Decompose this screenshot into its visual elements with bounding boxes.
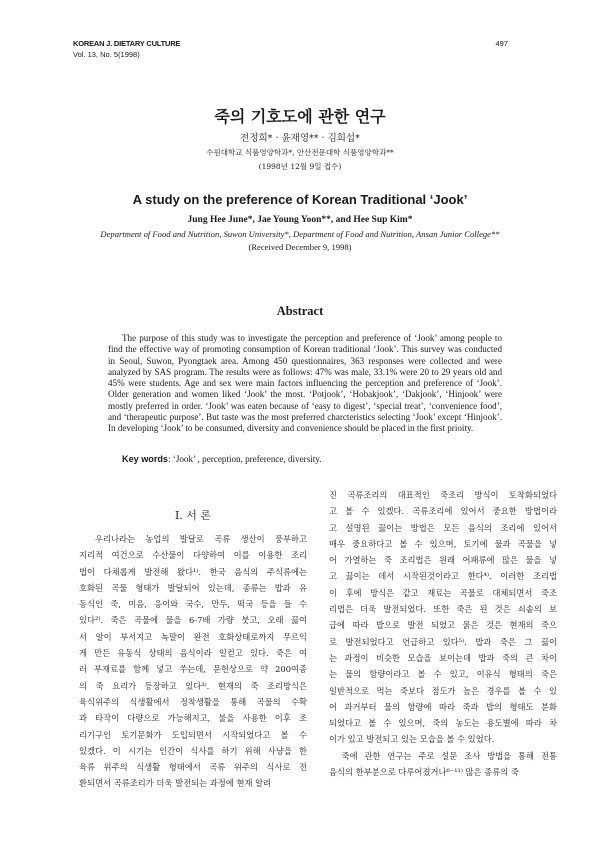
body-text-line: 로 발전되었다고 언급하고 있다⁵⁾. 밥과 죽은 그 끓이	[329, 636, 557, 647]
body-text-line: 육식위주의 식생활에서 정착생활을 통해 곡물의 수확	[79, 696, 307, 707]
body-text-line: 우리나라는 농업의 발달로 곡류 생산이 풍부하고	[79, 534, 307, 544]
journal-name: KOREAN J. DIETARY CULTURE	[73, 39, 181, 48]
body-text-line: 되었다고 볼 수 있으며, 죽의 농도는 용도별에 따라 차	[329, 718, 557, 729]
korean-affiliation: 수원대학교 식품영양학과*, 안산전문대학 식품영양학과**	[206, 148, 394, 157]
body-text-line: 이가 있고 발전되고 있는 모습을 볼 수 있었다.	[329, 734, 495, 745]
english-received-date: (Received December 9, 1998)	[248, 242, 352, 252]
body-text-line: 이 후에 방식은 같고 재료는 곡물로 대체되면서 죽조	[329, 587, 557, 598]
body-text-line: 는 물의 함량이라고 볼 수 있고, 이유식 형태의 죽은	[329, 669, 557, 680]
body-column-right	[329, 487, 557, 780]
korean-authors: 전정희* · 윤재영** · 김희섭*	[240, 133, 360, 144]
journal-header	[73, 38, 180, 60]
abstract-heading: Abstract	[276, 304, 324, 318]
body-text-line: 환되면서 곡류조리가 더욱 발전되는 과정에 현재 알려	[79, 778, 272, 789]
body-text-line: 어 가열하는 죽 조리법은 원래 어패류에 많은 물을 넣	[329, 555, 557, 566]
body-text-line: 고 볼 수 있겠다. 곡류조리에 있어서 중요한 방법이라	[329, 506, 557, 517]
body-text-line: 서 알이 부서지고 녹말이 완전 호화상태로까지 무르익	[79, 631, 307, 642]
body-text-line: 음식의 한부분으로 다루어졌거나⁶⁻¹¹⁾ 많은 종류의 죽	[329, 767, 519, 778]
english-title: A study on the preference of Korean Traditional ‘Jook’	[132, 192, 468, 207]
body-text-line: 죽에 관한 연구는 주로 설문 조사 방법을 통해 전통	[329, 750, 557, 761]
body-text-line: 어 과거부터 물의 함량에 따라 죽과 밥의 형태도 분화	[329, 701, 557, 712]
section-heading: I. 서 론	[174, 509, 212, 522]
body-text-line: 일반적으로 먹는 죽보다 점도가 높은 경우를 볼 수 있	[329, 685, 557, 696]
body-text-line: 는 과정이 비슷한 모습을 보이는데 밥과 죽의 큰 차이	[329, 652, 557, 663]
body-text-line: 고 끓이는 데서 시작된것이라고 한다⁴⁾. 이러한 조리법	[329, 571, 557, 582]
body-column-left	[79, 531, 307, 792]
body-text-line: 매우 중요하다고 볼 수 있으며, 토기에 물과 곡물을 넣	[329, 538, 557, 549]
body-text-line: 리법은 더욱 발전되었다. 또한 죽은 된 것은 쇠솥의 보	[329, 604, 557, 615]
korean-title: 죽의 기호도에 관한 연구	[214, 107, 386, 126]
journal-volume: Vol. 13, No. 5(1998)	[73, 50, 140, 59]
body-text-line: 지리적 여건으로 수산물이 다양하여 이를 이용한 조리	[79, 550, 307, 561]
body-text-line: 의 죽 요리가 등장하고 있다³⁾. 현재의 죽 조리방식은	[79, 680, 307, 691]
keywords-label: Key words	[122, 454, 168, 464]
body-text-line: 있겠다. 이 시기는 인간이 식사를 하기 위해 사냥을 한	[79, 745, 307, 756]
korean-received-date: (1998년 12월 9일 접수)	[258, 162, 342, 171]
body-text-line: 육류 위주의 식생활 형태에서 곡류 위주의 식사로 전	[79, 762, 307, 773]
body-text-line: 러 부재료를 함께 넣고 쑤는데, 문헌상으로 약 200여종	[79, 664, 307, 675]
body-text-line: 과 타작이 다량으로 가능해지고, 불을 사용한 이후 조	[79, 713, 307, 724]
body-text-line: 법이 다채롭게 발전해 왔다¹⁾. 한국 음식의 주식류에는	[79, 566, 307, 577]
body-text-line: 진 곡류조리의 대표적인 죽조리 방식이 토착화되었다	[329, 490, 557, 500]
keywords-list: : ‘Jook’ , perception, preference, diversity.	[168, 454, 322, 464]
keywords	[122, 454, 322, 464]
page-number: 497	[495, 39, 508, 48]
body-text-line: 있다²⁾. 죽은 곡물에 물을 6-7배 가량 붓고, 오래 끓여	[79, 615, 307, 626]
body-text-line: 리기구인 토기문화가 도입되면서 시작되었다고 볼 수	[79, 729, 307, 740]
english-authors: Jung Hee June*, Jae Young Yoon**, and Hee Sup Kim*	[187, 215, 413, 225]
body-text-line: 게 만든 유동식 상태의 음식이라 일컫고 있다. 죽은 여	[79, 648, 307, 659]
body-text-line: 급에 따라 밥으로 발전 되었고 묽은 것은 현재의 죽으	[329, 620, 557, 631]
body-text-line: 동식인 죽, 미음, 응이와 국수, 만두, 떡국 등을 들 수	[79, 599, 307, 610]
english-affiliation: Department of Food and Nutrition, Suwon University*, Department of Food and Nutrition, Ansan Junior College**	[100, 229, 500, 239]
body-text-line: 고 설명된 끓이는 방법은 모든 음식의 조리에 있어서	[329, 522, 557, 533]
body-text-line: 호화된 곡물 형태가 발달되어 있는데, 종류는 밥과 유	[79, 582, 307, 593]
abstract-body: The purpose of this study was to investigate the perception and preference of ‘Jook’ among people to find the effective way of promoting consumption of Korean traditional ‘Jook’. This survey was conducted in Seoul, Suwon, Pyongtaek area. Among 450 questionnaires, 363 responses were collected and were analyzed by SAS program. The results were as follows: 47% was male, 33.1% were 20 to 29 years old and 45% were students. Age and sex were main factors influencing the perception and preference of ‘Jook’. Older generation and women liked ‘Jook’ the most. ‘Potjook’, ‘Hobakjook’, ‘Dakjook’, ‘Hinjook’ were mostly preferred in order. ‘Jook’ was eaten because of ‘easy to digest’, ‘special treat’, ‘convenience food’, and ‘therapeutic purpose’. But taste was the most preferred charcteristics selecting ‘Jook’ except ‘Hinjook’. In developing ‘Jook’ to be consumed, diversity and convenience should be placed in the first prioity.	[108, 333, 502, 434]
